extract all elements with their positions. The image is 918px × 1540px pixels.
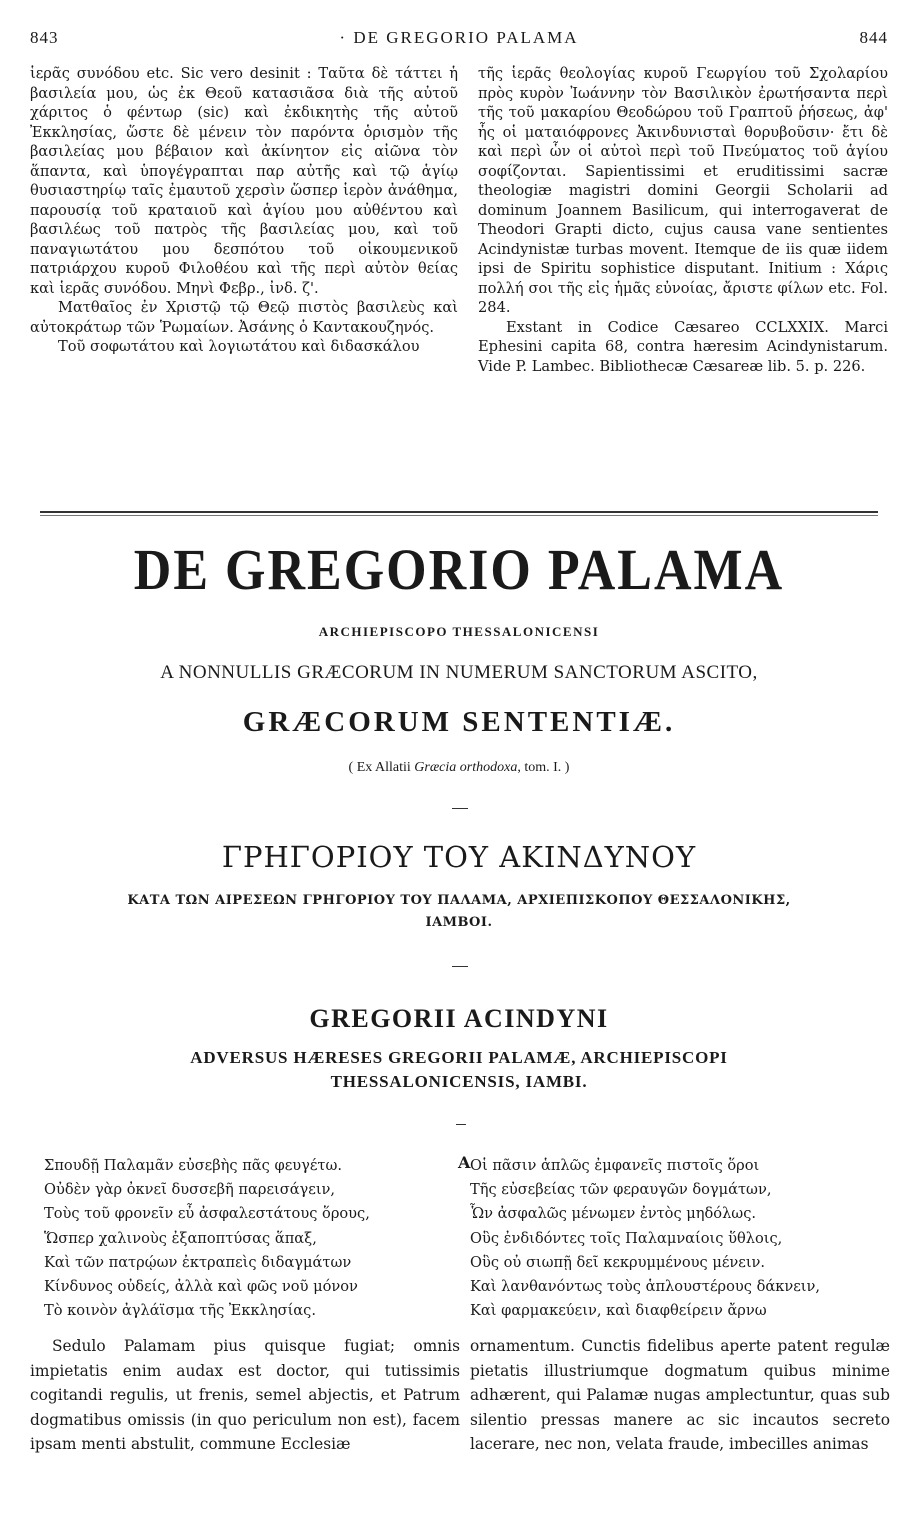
verse-line: Ὥσπερ χαλινοὺς ἐξαποπτύσας ἅπαξ, [44, 1229, 317, 1247]
latin-translation-right [470, 1334, 890, 1457]
page-number-left: 843 [30, 28, 59, 47]
running-title: · DE GREGORIO PALAMA [339, 28, 579, 47]
paragraph: Exstant in Codice Cæsareo CCLXXIX. Marci Ephesini capita 68, contra hæresim Acindynistarum. Vide P. Lambec. Bibliothecæ Cæsareæ lib. 5. p. 226. [478, 318, 888, 375]
subheading-archiepiscopo: ARCHIEPISCOPO THESSALONICENSI [318, 624, 600, 639]
verse-line: Οὐδὲν γὰρ ὀκνεῖ δυσσεβῆ παρεισάγειν, [44, 1181, 336, 1199]
main-heading: DE GREGORIO PALAMA [133, 538, 785, 603]
greek-verse-right [470, 1154, 890, 1323]
latin-translation-left [30, 1334, 460, 1457]
paragraph: ornamentum. Cunctis fidelibus aperte patent regulæ pietatis illustriumque dogmatum quibus minime adhærent, qui Palamæ nugas amplectuntur, quas sub silentio pressas manere ac sic incautos secreto lacerare, nec non, velata fraude, imbecilles animas [470, 1337, 890, 1454]
source-note [30, 760, 888, 776]
page-number-right: 844 [859, 28, 888, 47]
section-divider [40, 511, 878, 516]
running-head [30, 28, 888, 54]
latin-subtitle-line: ADVERSUS HÆRESES GREGORII PALAMÆ, ARCHIEPISCOPI [190, 1048, 728, 1067]
verse-line: Οἱ πᾶσιν ἁπλῶς ἐμφανεῖς πιστοῖς ὅροι [470, 1157, 760, 1174]
source-suffix: , tom. I. ) [517, 760, 570, 775]
subheading-nonnullis: A NONNULLIS GRÆCORUM IN NUMERUM SANCTORUM ASCITO, [160, 662, 758, 683]
verse-line: Τῆς εὐσεβείας τῶν φεραυγῶν δογμάτων, [470, 1181, 772, 1199]
greek-verse-left [44, 1154, 444, 1323]
paragraph: τῆς ἱερᾶς θεολογίας κυροῦ Γεωργίου τοῦ Σχολαρίου πρὸς κυρὸν Ἰωάννην τὸν Βασιλικὸν ἐρωτήσαντα περὶ τῆς τοῦ μακαρίου Θεοδώρου τοῦ Γραπτοῦ ῥήσεως, ἀφ' ἧς οἱ ματαιόφρονες Ἀκινδυνισταὶ θορυβοῦσιν· ἔτι δὲ καὶ περὶ ὧν οἱ αὐτοὶ περὶ τοῦ Πνεύματος τοῦ ἁγίου σοφίζονται. Sapientissimi et eruditissimi sacræ theologiæ magistri domini Georgii Scholarii ad dominum Joannem Basilicum, qui interrogaverat de Theodori Grapti dicto, cujus causa vane sentientes Acindynistæ turbas movent. Itemque de iis quæ iidem ipsi de Spiritu sophistice disputant. Initium : Χάρις πολλή σοι τῆς εἰς ἡμᾶς εὐνοίας, ἄριστε φίλων etc. Fol. 284. [478, 65, 888, 316]
verse-line: Τὸ κοινὸν ἀγλάϊσμα τῆς Ἐκκλησίας. [44, 1302, 316, 1320]
source-prefix: ( Ex Allatii [348, 760, 415, 775]
greek-subtitle [30, 890, 888, 934]
verse-line: Κίνδυνος οὐδείς, ἀλλὰ καὶ φῶς νοῦ μόνον [44, 1278, 358, 1296]
verse-line: Σπουδῇ Παλαμᾶν εὐσεβὴς πᾶς φευγέτω. [44, 1157, 343, 1174]
top-right-column [478, 64, 888, 376]
verse-line: Τοὺς τοῦ φρονεῖν εὖ ἀσφαλεστάτους ὅρους, [44, 1205, 370, 1223]
greek-subtitle-line: ΙΑΜΒΟΙ. [425, 915, 493, 930]
verse-line: Καὶ φαρμακεύειν, καὶ διαφθείρειν ἄρνω [470, 1302, 767, 1320]
paragraph: Τοῦ σοφωτάτου καὶ λογιωτάτου καὶ διδασκάλου [58, 338, 420, 355]
margin-marker: A [458, 1153, 471, 1172]
paragraph: Ματθαῖος ἐν Χριστῷ τῷ Θεῷ πιστὸς βασιλεὺς καὶ αὐτοκράτωρ τῶν Ῥωμαίων. Ἀσάνης ὁ Καντακουζηνός. [30, 299, 458, 336]
short-rule [456, 1124, 466, 1125]
paragraph: Sedulo Palamam pius quisque fugiat; omnis impietatis enim audax est doctor, qui tutissimis cogitandi regulis, ut frenis, semel abjectis, et Patrum dogmatibus omissis (in quo periculum non est), facem ipsam menti abstulit, commune Ecclesiæ [30, 1337, 460, 1454]
subheading-sententiae: GRÆCORUM SENTENTIÆ. [242, 706, 676, 738]
short-rule [452, 966, 468, 967]
greek-title: ΓΡΗΓΟΡΙΟΥ ΤΟΥ ΑΚΙΝΔΥΝΟΥ [221, 840, 697, 874]
source-italic: Græcia orthodoxa [414, 760, 518, 775]
latin-subtitle [30, 1046, 888, 1094]
paragraph: ἱερᾶς συνόδου etc. Sic vero desinit : Ταῦτα δὲ τάττει ἡ βασιλεία μου, ὡς ἐκ Θεοῦ κατασιᾶσα διὰ τῆς αὐτοῦ χάριτος ὁ φέντωρ (sic) καὶ ἐκδικητὴς τῆς αὐτοῦ Ἐκκλησίας, ὥστε δὲ μένειν τὸν παρόντα ὁρισμὸν τῆς βασιλείας μου βέβαιον καὶ ἀκίνητον εἰς αἰῶνα τὸν ἅπαντα, καὶ ὑπογέγραπται παρ αὐτῆς καὶ τῷ ἁγίῳ θυσιαστηρίῳ ταῖς ἐμαυτοῦ χερσὶν ὥσπερ ἱερὸν ἀνάθημα, παρουσίᾳ τοῦ κραταιοῦ καὶ ἁγίου μου αὐθέντου καὶ βασιλέως τοῦ πατρὸς τῆς βασιλείας μου, καὶ τοῦ παναγιωτάτου μου δεσπότου τοῦ οἰκουμενικοῦ πατριάρχου κυροῦ Φιλοθέου καὶ τῆς περὶ αὐτὸν θείας καὶ ἱερᾶς συνόδου. Μηνὶ Φεβρ., ἰνδ. ζ'. [30, 65, 458, 297]
latin-subtitle-line: THESSALONICENSIS, IAMBI. [330, 1072, 588, 1091]
verse-line: Οὓς οὐ σιωπῇ δεῖ κεκρυμμένους μένειν. [470, 1253, 766, 1271]
greek-subtitle-line: ΚΑΤΑ ΤΩΝ ΑΙΡΕΣΕΩΝ ΓΡΗΓΟΡΙΟΥ ΤΟΥ ΠΑΛΑΜΑ, ΑΡΧΙΕΠΙΣΚΟΠΟΥ ΘΕΣΣΑΛΟΝΙΚΗΣ, [127, 893, 791, 908]
short-rule [452, 808, 468, 809]
verse-line: Καὶ λανθανόντως τοὺς ἁπλουστέρους δάκνειν, [470, 1278, 821, 1296]
verse-line: Ὧν ἀσφαλῶς μένωμεν ἐντὸς μηδόλως. [470, 1205, 757, 1223]
verse-line: Οὓς ἐνδιδόντες τοῖς Παλαμναίοις ὕθλοις, [470, 1229, 783, 1247]
top-left-column [30, 64, 458, 357]
latin-title: GREGORII ACINDYNI [309, 1004, 609, 1033]
verse-line: Καὶ τῶν πατρῴων ἐκτραπεὶς διδαγμάτων [44, 1253, 352, 1271]
